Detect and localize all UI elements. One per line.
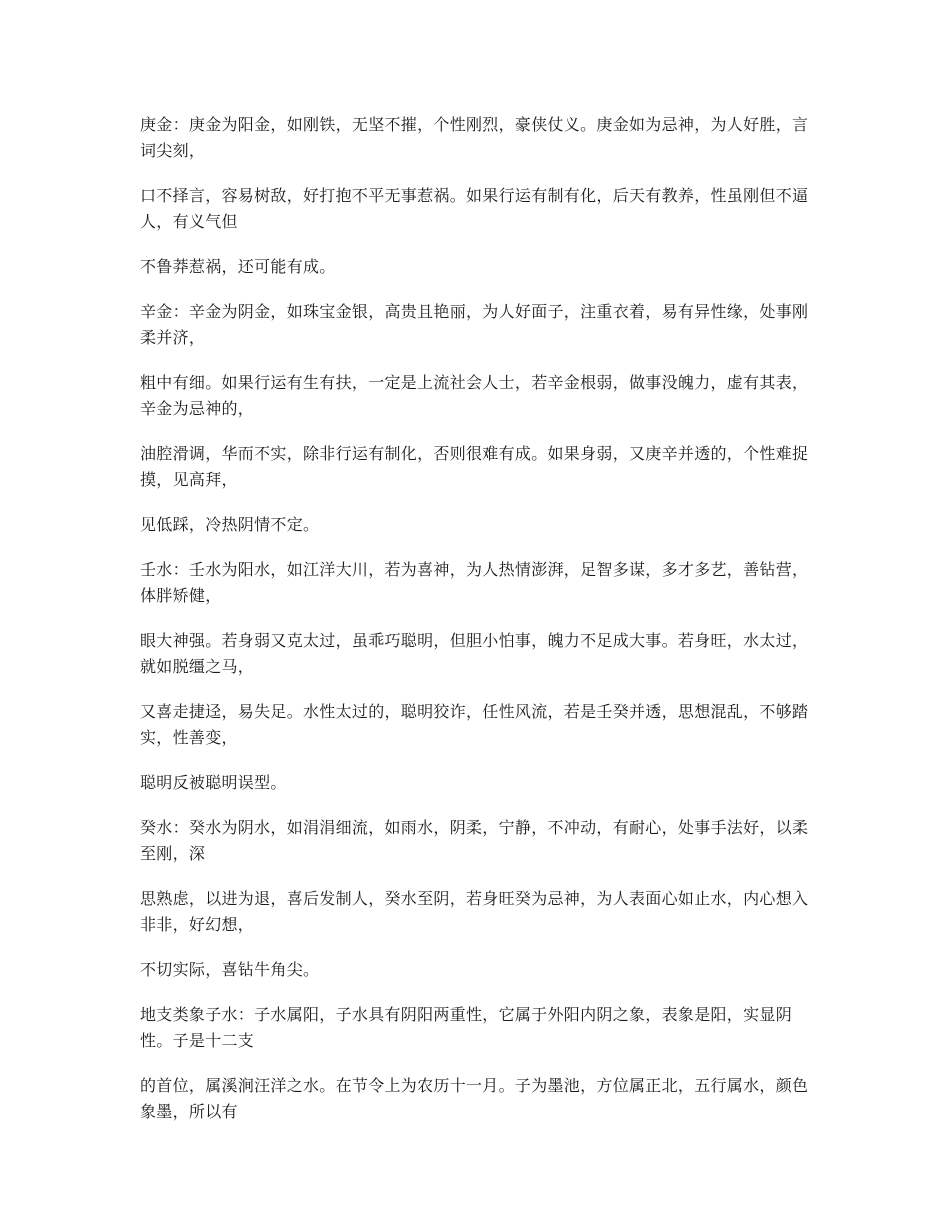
paragraph-ren-water-2: 眼大神强。若身弱又克太过，虽乖巧聪明，但胆小怕事，魄力不足成大事。若身旺，水太过，就如脱缰之马， [140,631,809,676]
paragraph-ren-water-1: 壬水：壬水为阳水，如江洋大川，若为喜神，为人热情澎湃，足智多谋，多才多艺，善钻营，体胖矫健， [140,560,809,605]
paragraph-zi-water-1: 地支类象子水：子水属阳，子水具有阴阳两重性，它属于外阳内阴之象，表象是阳，实显阴性。子是十二支 [140,1005,793,1050]
paragraph-xin-metal-2: 粗中有细。如果行运有生有扶，一定是上流社会人士，若辛金根弱，做事没魄力，虚有其表，辛金为忌神的， [140,373,809,418]
paragraph-zi-water-2: 的首位，属溪涧汪洋之水。在节令上为农历十一月。子为墨池，方位属正北，五行属水，颜色象墨，所以有 [140,1076,809,1121]
paragraph-geng-metal-3: 不鲁莽惹祸，还可能有成。 [140,257,336,276]
paragraph-gui-water-2: 思熟虑，以进为退，喜后发制人，癸水至阴，若身旺癸为忌神，为人表面心如止水，内心想入非非，好幻想， [140,889,809,934]
paragraph-gui-water-3: 不切实际，喜钻牛角尖。 [140,960,320,979]
paragraph-xin-metal-1: 辛金：辛金为阴金，如珠宝金银，高贵且艳丽，为人好面子，注重衣着，易有异性缘，处事刚柔并济， [140,302,809,347]
paragraph-ren-water-3: 又喜走捷迳，易失足。水性太过的，聪明狡诈，任性风流，若是壬癸并透，思想混乱，不够踏实，性善变， [140,702,809,747]
paragraph-xin-metal-4: 见低踩，冷热阴情不定。 [140,515,320,534]
paragraph-xin-metal-3: 油腔滑调，华而不实，除非行运有制化，否则很难有成。如果身弱，又庚辛并透的，个性难捉摸，见高拜， [140,444,809,489]
paragraph-geng-metal-2: 口不择言，容易树敌，好打抱不平无事惹祸。如果行运有制有化，后天有教养，性虽刚但不逼人，有义气但 [140,186,809,231]
document-page [140,112,820,1144]
paragraph-gui-water-1: 癸水：癸水为阴水，如涓涓细流，如雨水，阴柔，宁静，不冲动，有耐心，处事手法好，以柔至刚，深 [140,818,809,863]
paragraph-geng-metal-1: 庚金：庚金为阳金，如刚铁，无坚不摧，个性刚烈，豪侠仗义。庚金如为忌神，为人好胜，言词尖刻， [140,115,809,160]
paragraph-ren-water-4: 聪明反被聪明误型。 [140,773,287,792]
